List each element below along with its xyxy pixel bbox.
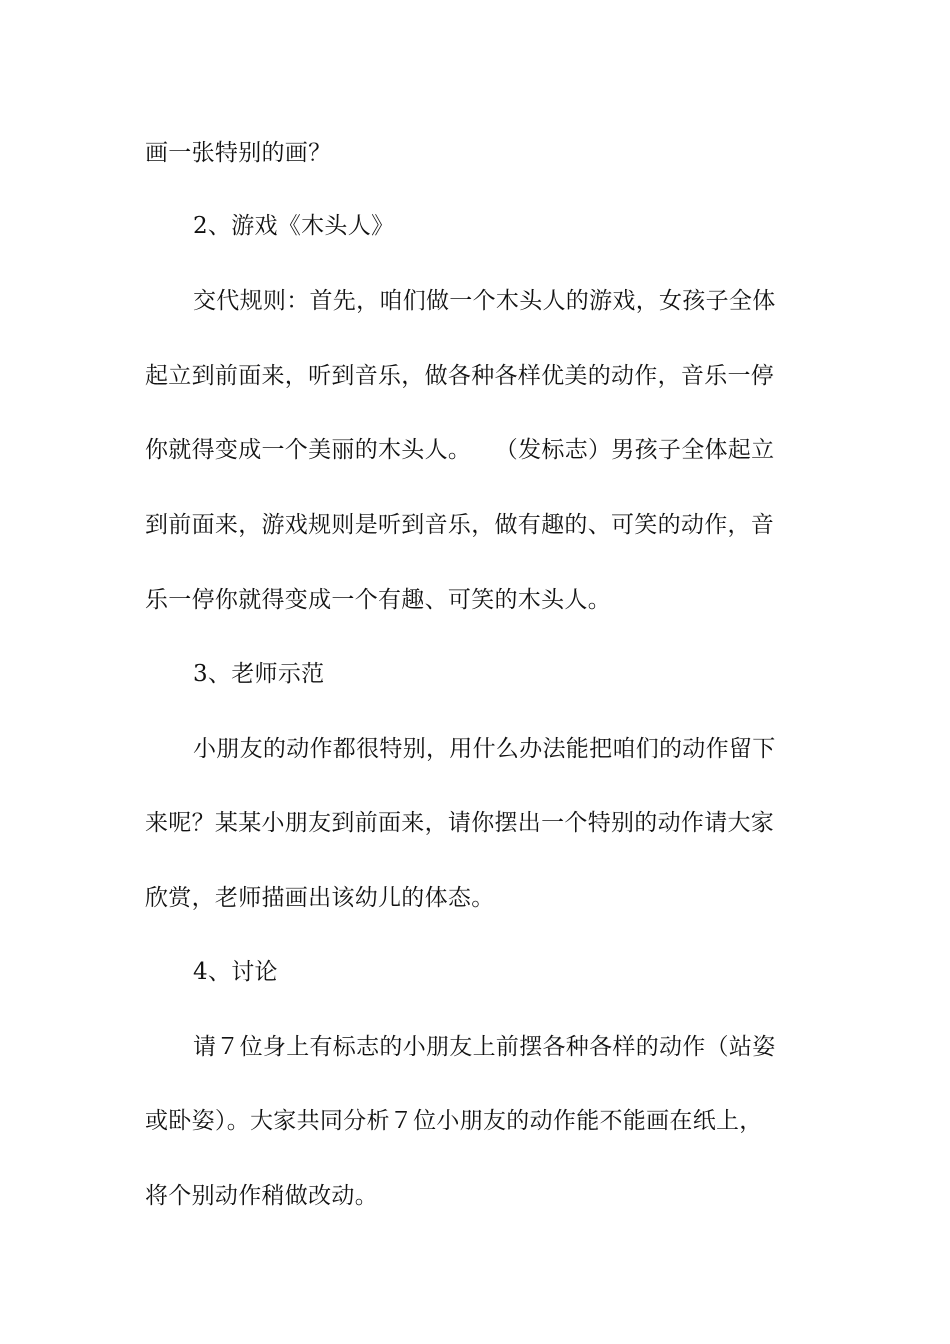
text-line-14: 或卧姿）。大家共同分析７位小朋友的动作能不能画在纸上， <box>145 1108 763 1134</box>
text-line-13: 请７位身上有标志的小朋友上前摆各种各样的动作（站姿 <box>193 1034 776 1060</box>
text-line-7: 乐一停你就得变成一个有趣、可笑的木头人。 <box>145 587 611 613</box>
text-line-1: 画一张特别的画？ <box>145 140 332 166</box>
text-line-9: 小朋友的动作都很特别，用什么办法能把咱们的动作留下 <box>193 736 776 762</box>
text-line-6: 到前面来，游戏规则是听到音乐，做有趣的、可笑的动作，音 <box>145 512 775 538</box>
text-line-4: 起立到前面来，听到音乐，做各种各样优美的动作，音乐一停 <box>145 363 775 389</box>
heading-discussion: 4、讨论 <box>193 959 278 985</box>
heading-game-wooden-man: 2、游戏《木头人》 <box>193 213 395 239</box>
text-line-11: 欣赏，老师描画出该幼儿的体态。 <box>145 885 495 911</box>
text-line-10: 来呢？某某小朋友到前面来，请你摆出一个特别的动作请大家 <box>145 810 775 836</box>
heading-teacher-demo: 3、老师示范 <box>193 661 325 687</box>
text-line-15: 将个别动作稍做改动。 <box>145 1183 378 1209</box>
text-line-5: 你就得变成一个美丽的木头人。 （发标志）男孩子全体起立 <box>145 437 775 463</box>
text-line-3: 交代规则：首先，咱们做一个木头人的游戏，女孩子全体 <box>193 288 776 314</box>
